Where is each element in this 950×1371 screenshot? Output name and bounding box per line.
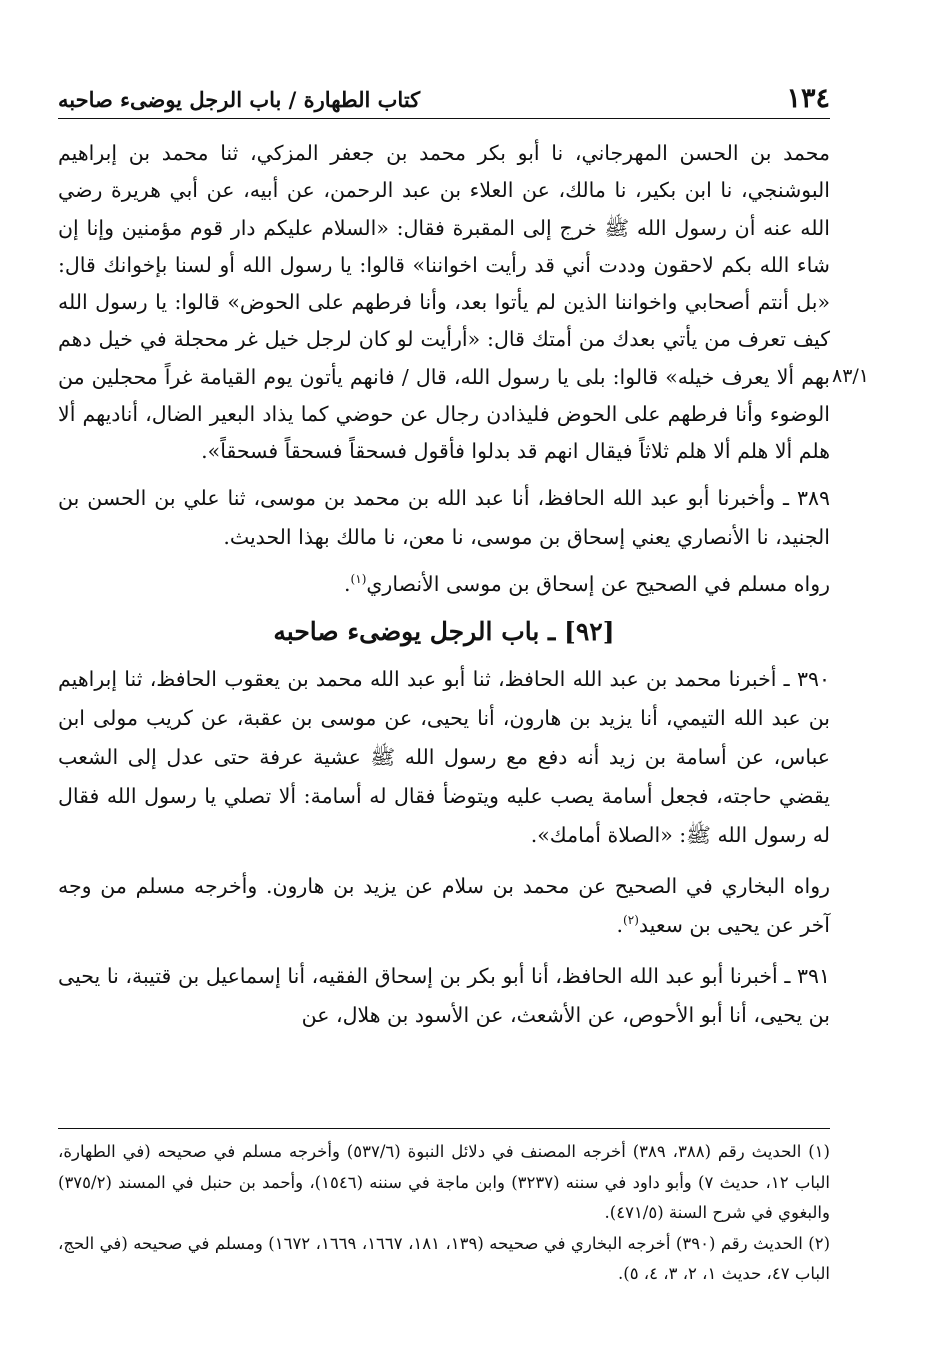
hadith-continuation-paragraph: محمد بن الحسن المهرجاني، نا أبو بكر محمد بن جعفر المزكي، ثنا محمد بن إبراهيم البوشنجي، نا ابن بكير، نا مالك، عن العلاء بن عبد الرحمن، عن أبيه، عن أبي هريرة رضي الله عنه أن رسول الله ﷺ خرج إلى المقبرة فقال: «السلام عليكم دار قوم مؤمنين وإنا إن شاء الله بكم لاحقون وددت أني قد رأيت اخواننا» قالوا: يا رسول الله أو لسنا بإخوانك قال: «بل أنتم أصحابي واخواننا الذين لم يأتوا بعد، وأنا فرطهم على الحوض» قالوا: يا رسول الله كيف تعرف من يأتي بعدك من أمتك قال: «أرأيت لو كان لرجل خيل غر محجلة في خيل دهم بهم ألا يعرف خيله» قالوا: بلى يا رسول الله، قال / فانهم يأتون يوم القيامة غراً محجلين من الوضوء وأنا فرطهم على الحوض فليذادن رجال عن حوضي كما يذاد البعير الضال، أناديهم ألا هلم ألا هلم ألا هلم ثلاثاً فيقال انهم قد بدلوا فأقول فسحقاً فسحقاً فسحقاً».: [58, 141, 830, 464]
hadith-391-paragraph: ٣٩١ ـ أخبرنا أبو عبد الله الحافظ، أنا أبو بكر بن إسحاق الفقيه، أنا إسماعيل بن قتيبة، نا يحيى بن يحيى، أنا أبو الأحوص، عن الأشعث، عن الأسود بن هلال، عن: [58, 963, 830, 1027]
riwaya-note-text: رواه مسلم في الصحيح عن إسحاق بن موسى الأنصاري: [366, 571, 830, 596]
footnote-1: (١) الحديث رقم (٣٨٨، ٣٨٩) أخرجه المصنف في دلائل النبوة (٥٣٧/٦) وأخرجه مسلم في صحيحه (في الطهارة، الباب ١٢، حديث ٧) وأبو داود في سننه (٣٢٣٧) وابن ماجة في سننه (١٥٤٦)، وأحمد بن حنبل في المسند (٣٧٥/٢) والبغوي في شرح السنة (٤٧١/٥).: [58, 1142, 830, 1222]
main-text: [58, 135, 830, 1035]
running-header: [58, 82, 830, 119]
riwaya-note-end: .: [344, 571, 351, 596]
manuscript-folio-marker: ٨٣/١: [832, 365, 870, 387]
footnote-2: (٢) الحديث رقم (٣٩٠) أخرجه البخاري في صحيحه (١٣٩، ١٨١، ١٦٦٧، ١٦٦٩، ١٦٧٢) ومسلم في صحيحه (في الحج، الباب ٤٧، حديث ١، ٢، ٣، ٤، ٥).: [58, 1233, 831, 1283]
riwaya-bukhari-end: .: [616, 912, 624, 937]
riwaya-bukhari-paragraph: [58, 867, 830, 945]
footnote-ref-1: (١): [350, 571, 367, 586]
hadith-389-paragraph: ٣٨٩ ـ وأخبرنا أبو عبد الله الحافظ، أنا عبد الله بن محمد بن موسى، ثنا علي بن الحسن بن الجنيد، نا الأنصاري يعني إسحاق بن موسى، نا معن، نا مالك بهذا الحديث.: [58, 485, 830, 549]
chapter-title: [٩٢] ـ باب الرجل يوضىء صاحبه: [273, 616, 615, 646]
running-title: كتاب الطهارة / باب الرجل يوضىء صاحبه: [58, 87, 421, 112]
hadith-390-paragraph: ٣٩٠ ـ أخبرنا محمد بن عبد الله الحافظ، ثنا أبو عبد الله محمد بن يعقوب الحافظ، ثنا إبراهيم بن عبد الله التيمي، أنا يزيد بن هارون، أنا يحيى، عن موسى بن عقبة، عن كريب مولى ابن عباس، عن أسامة بن زيد أنه دفع مع رسول الله ﷺ عشية عرفة حتى عدل إلى الشعب يقضي حاجته، فجعل أسامة يصب عليه ويتوضأ فقال له أسامة: ألا تصلي يا رسول الله فقال له رسول الله ﷺ: «الصلاة أمامك».: [58, 666, 831, 847]
footnote-ref-2: (٢): [623, 912, 639, 927]
page-number: ١٣٤: [786, 83, 830, 114]
riwaya-note-paragraph: [58, 565, 830, 604]
riwaya-bukhari-text: رواه البخاري في الصحيح عن محمد بن سلام عن يزيد بن هارون. وأخرجه مسلم من وجه آخر عن يحيى بن سعيد: [58, 873, 830, 937]
footnotes: [58, 1128, 830, 1290]
